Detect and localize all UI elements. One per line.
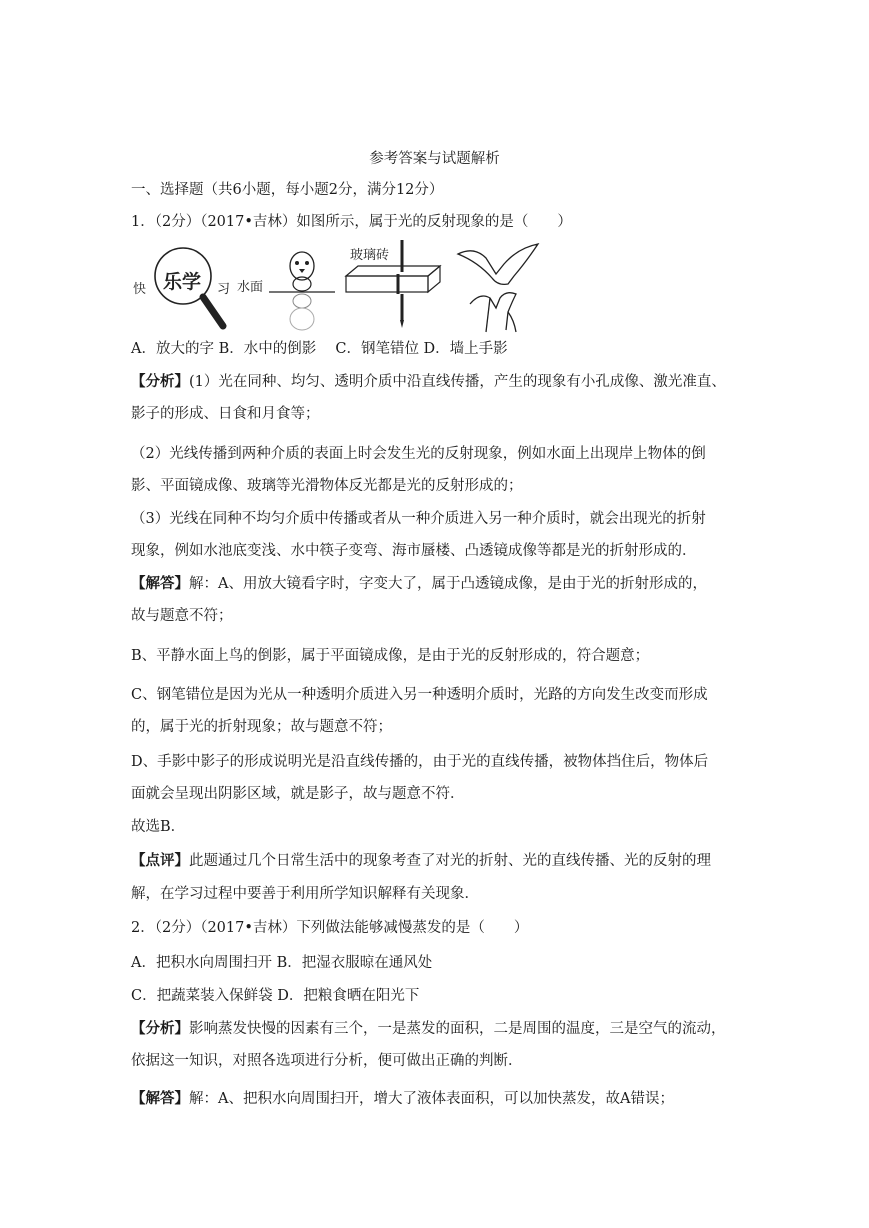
hand-shadow-figure (456, 240, 556, 335)
fig1-left-char: 快 (133, 282, 147, 297)
q1-answer-line-d2: 面就会呈现出阴影区域，就是影子，故与题意不符． (131, 786, 465, 802)
q2-analysis-line-2: 依据这一知识，对照各选项进行分析，便可做出正确的判断． (131, 1053, 523, 1069)
q2-options-2: C．把蔬菜装入保鲜袋 D．把粮食晒在阳光下 (131, 988, 420, 1004)
q1-analysis-line-1a (131, 372, 726, 392)
analysis-tag: 【分析】 (131, 373, 189, 390)
hand-shadow-icon (456, 240, 556, 335)
q2-answer-line-1 (131, 1089, 674, 1109)
q1-answer-line-c2: 的，属于光的折射现象；故与题意不符； (131, 719, 392, 735)
q2-options-1: A．把积水向周围扫开 B．把湿衣服晾在通风处 (131, 955, 433, 971)
q1-comment-line-1 (131, 851, 711, 871)
bird-reflection-figure (231, 240, 341, 335)
q2-answer-text-1: 解：A、把积水向周围扫开，增大了液体表面积，可以加快蒸发，故A错误； (189, 1091, 674, 1107)
pen-glass-figure (336, 240, 451, 335)
q1-analysis-line-2b: 影、平面镜成像、玻璃等光滑物体反光都是光的反射形成的； (131, 478, 523, 494)
q1-answer-line-a1 (131, 574, 707, 594)
fig1-right-char: 习 (217, 282, 231, 297)
page-title: 参考答案与试题解析 (369, 151, 500, 167)
q1-analysis-line-3a: （3）光线在同种不均匀介质中传播或者从一种介质进入另一种介质时，就会出现光的折射 (131, 511, 706, 527)
q1-answer-line-b: B、平静水面上鸟的倒影，属于平面镜成像，是由于光的反射形成的，符合题意； (131, 648, 650, 664)
fig3-glass-label: 玻璃砖 (350, 248, 390, 263)
q1-stem: 1．（2分）（2017•吉林）如图所示，属于光的反射现象的是（ ） (131, 214, 572, 230)
q1-analysis-line-2a: （2）光线传播到两种介质的表面上时会发生光的反射现象，例如水面上出现岸上物体的倒 (131, 446, 706, 462)
q1-comment-text-1: 此题通过几个日常生活中的现象考查了对光的折射、光的直线传播、光的反射的理 (189, 853, 711, 869)
answer-tag: 【解答】 (131, 575, 189, 592)
fig1-magnified-text: 乐学 (163, 271, 202, 293)
q1-options: A．放大的字 B．水中的倒影 C．钢笔错位 D．墙上手影 (131, 341, 508, 357)
q1-choice: 故选B． (131, 819, 186, 835)
comment-tag: 【点评】 (131, 852, 189, 869)
q2-analysis-tag: 【分析】 (131, 1020, 189, 1037)
q1-comment-line-2: 解，在学习过程中要善于利用所学知识解释有关现象． (131, 886, 479, 902)
fig2-water-label: 水面 (237, 280, 264, 295)
q2-analysis-text-1: 影响蒸发快慢的因素有三个，一是蒸发的面积，二是周围的温度，三是空气的流动， (189, 1021, 726, 1037)
q2-answer-tag: 【解答】 (131, 1090, 189, 1107)
q1-analysis-text-1a: (1）光在同种、均匀、透明介质中沿直线传播，产生的现象有小孔成像、激光准直、 (189, 374, 726, 390)
q1-answer-line-c1: C、钢笔错位是因为光从一种透明介质进入另一种透明介质时，光路的方向发生改变而形成 (131, 687, 708, 703)
q1-answer-text-a1: 解：A、用放大镜看字时，字变大了，属于凸透镜成像，是由于光的折射形成的， (189, 576, 707, 592)
q1-figure-row (131, 240, 601, 335)
q1-answer-line-d1: D、手影中影子的形成说明光是沿直线传播的，由于光的直线传播，被物体挡住后，物体后 (131, 754, 709, 770)
section-heading: 一、选择题（共6小题，每小题2分，满分12分） (131, 182, 444, 198)
q2-analysis-line-1 (131, 1019, 726, 1039)
q1-analysis-line-3b: 现象，例如水池底变浅、水中筷子变弯、海市蜃楼、凸透镜成像等都是光的折射形成的． (131, 543, 697, 559)
q1-answer-line-a2: 故与题意不符； (131, 608, 233, 624)
q2-stem: 2．（2分）（2017•吉林）下列做法能够减慢蒸发的是（ ） (131, 920, 529, 936)
q1-analysis-line-1b: 影子的形成、日食和月食等； (131, 406, 320, 422)
